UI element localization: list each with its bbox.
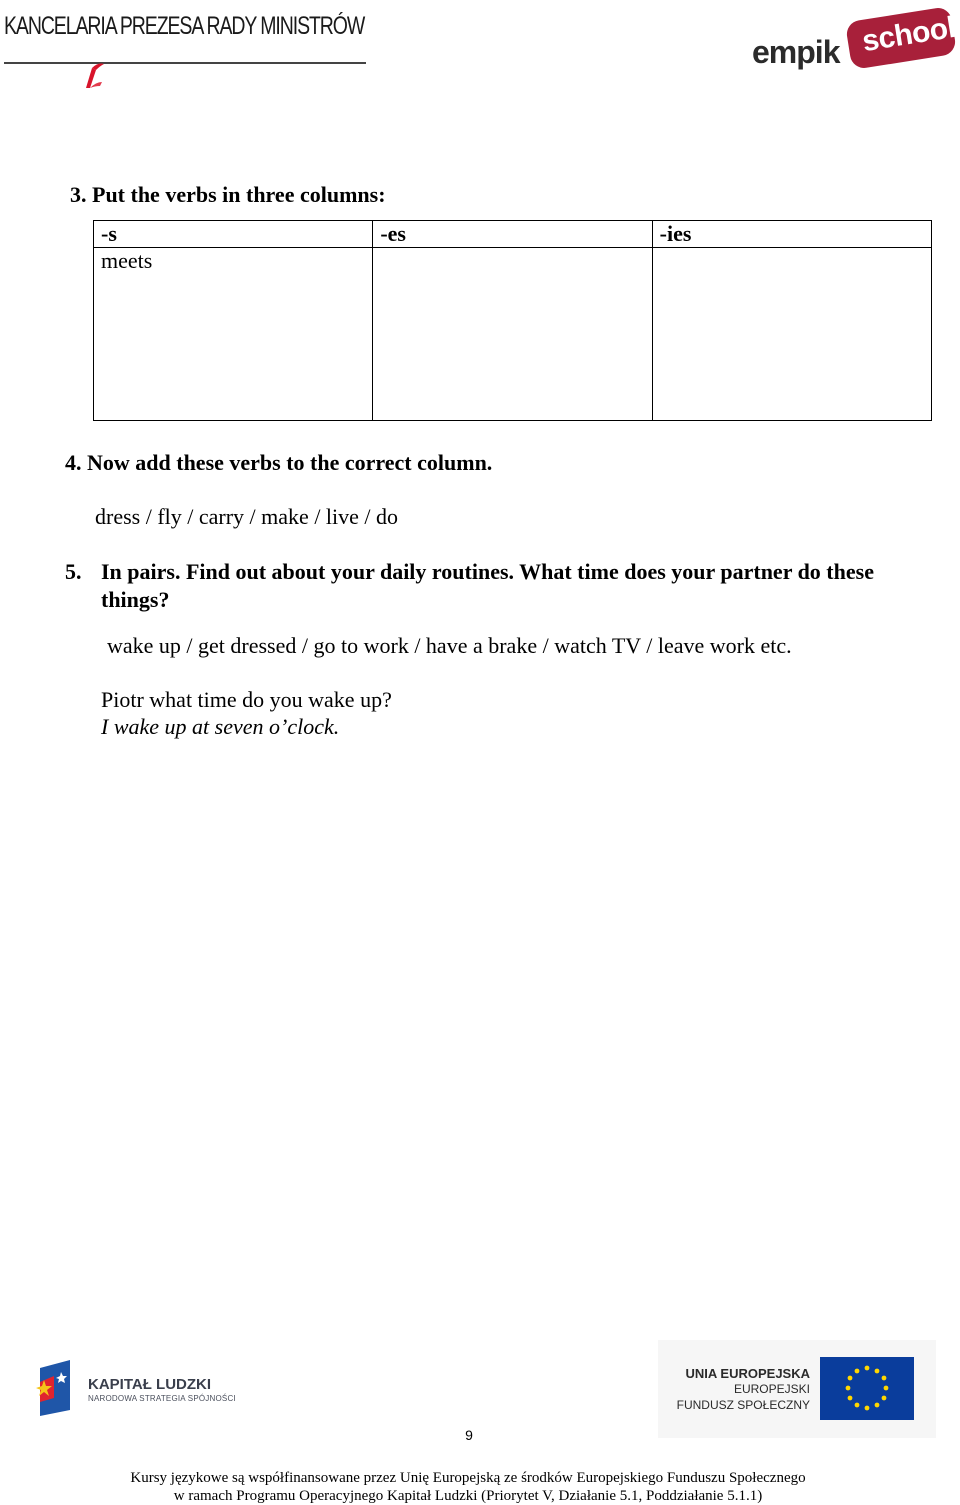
column-header-ies: -ies xyxy=(652,221,931,248)
eu-flag-icon xyxy=(820,1357,914,1420)
table-header-row xyxy=(94,221,932,248)
exercise-4-verbs: dress / fly / carry / make / live / do xyxy=(95,504,399,529)
kapital-ludzki-icon xyxy=(34,1358,74,1416)
empik-logo-word: empik xyxy=(752,34,840,70)
exercise-5-number: 5. xyxy=(65,559,82,584)
kprm-logo xyxy=(4,8,369,90)
kprm-logo-text: KANCELARIA PREZESA RADY MINISTRÓW xyxy=(4,12,365,40)
column-header-s: -s xyxy=(94,221,373,248)
example-question: Piotr what time do you wake up? xyxy=(101,687,392,712)
exercise-5-title-line1: In pairs. Find out about your daily routines. What time does your partner do these xyxy=(101,559,874,584)
cell-ies xyxy=(652,248,931,421)
footer-line-2: w ramach Programu Operacyjnego Kapitał Ludzki (Priorytet V, Działanie 5.1, Poddziałanie 5.1.1) xyxy=(173,1488,763,1504)
eu-logo-line3: FUNDUSZ SPOŁECZNY xyxy=(676,1398,810,1412)
kapital-ludzki-subtitle: NARODOWA STRATEGIA SPÓJNOŚCI xyxy=(88,1394,236,1403)
example-answer: I wake up at seven o’clock. xyxy=(101,714,340,739)
cell-s: meets xyxy=(94,248,373,421)
kapital-ludzki-title: KAPITAŁ LUDZKI xyxy=(88,1376,212,1393)
cell-es xyxy=(373,248,652,421)
verb-columns-table xyxy=(93,220,932,421)
eu-logo-line2: EUROPEJSKI xyxy=(733,1382,810,1396)
exercise-5-activities: wake up / get dressed / go to work / have a brake / watch TV / leave work etc. xyxy=(107,633,792,658)
empik-school-logo xyxy=(752,6,958,78)
kapital-ludzki-logo xyxy=(34,1358,244,1418)
flag-icon xyxy=(82,60,108,90)
page-number: 9 xyxy=(465,1427,473,1443)
empik-logo-badge-text: school xyxy=(859,10,958,59)
exercise-3-title: 3. Put the verbs in three columns: xyxy=(70,182,386,207)
table-row xyxy=(94,248,932,421)
eu-logo-line1: UNIA EUROPEJSKA xyxy=(685,1366,810,1381)
exercise-4-title: 4. Now add these verbs to the correct column. xyxy=(65,450,493,475)
column-header-es: -es xyxy=(373,221,652,248)
exercise-5-title-line2: things? xyxy=(101,587,170,612)
eu-fund-logo xyxy=(658,1340,936,1438)
footer-line-1: Kursy językowe są współfinansowane przez Unię Europejską ze środków Europejskiego Funduszu Społecznego xyxy=(130,1470,806,1486)
kprm-logo-rule xyxy=(4,62,366,64)
